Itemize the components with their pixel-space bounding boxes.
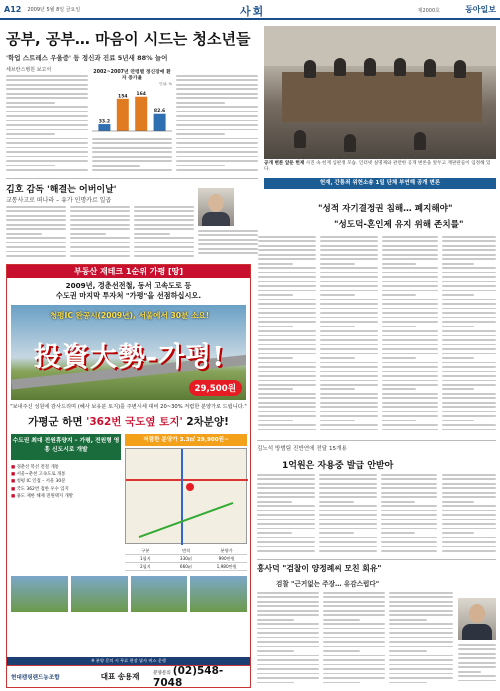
chart-bar (98, 124, 110, 131)
lead-body-col1 (6, 75, 88, 175)
ad-feature: ■ 국도 362번 접한 우수 입지 (11, 486, 69, 492)
column-headline: 김호 감독 '해결는 어버이날' (6, 185, 117, 195)
bottom-body-col4 (458, 644, 496, 688)
ad-orange-box: 저렴한 분양가 3.3㎡ 29,900원~ (125, 434, 247, 446)
ad-slogan-highlight: '362번 국도옆 토지' (86, 416, 183, 428)
edition-number: 제2000호 (417, 8, 440, 14)
bottom-subhead: 검찰 "근거없는 주장… 유감스럽다" (276, 580, 380, 588)
ad-company: 현대캠핑랜드농조합 (11, 674, 60, 681)
chart-bar (135, 97, 147, 131)
chart-data-label: 33.2 (98, 119, 111, 125)
mid-headline: 1억원은 자용중 발급 안받아 (282, 461, 394, 471)
real-estate-ad (6, 264, 251, 688)
ad-phone: 분양문의 (02)548-7048 (153, 664, 224, 688)
mid-body-col4 (442, 474, 496, 558)
mid-body-col2 (319, 474, 377, 558)
table-row: 구분 면적 분양가 (125, 547, 247, 555)
right-body-col4 (442, 236, 496, 436)
right-body-col3 (382, 236, 438, 436)
right-body-col2 (320, 236, 378, 436)
mid-body-col3 (381, 474, 437, 558)
ad-footer (7, 665, 250, 687)
bar-chart (92, 70, 172, 135)
divider (6, 178, 258, 179)
ad-ceo: 대표 송용재 (100, 672, 140, 681)
right-body-col1 (258, 236, 316, 436)
chart-plot (92, 87, 172, 135)
bottom-body-col1 (257, 592, 319, 688)
page-number: A12 (4, 4, 22, 14)
photo-caption-body: 사진 속 헌재 심판정 모습. 인터넷 실명제와 관련한 공개 변론을 앞두고 재판관들이 입정해 있다. (264, 161, 491, 172)
chart-data-label: 164 (136, 92, 146, 98)
photo-caption-title: 공개 변론 앞둔 헌재 (264, 161, 305, 166)
mid-body-col1 (257, 474, 315, 558)
ad-location-map (125, 448, 247, 544)
ad-line-1: 2009년, 경춘선전철, 동서 고속도로 등 (65, 281, 192, 290)
column-body-col2 (70, 206, 130, 260)
ad-top-banner: 부동산 재테크 1순위 가평 [땅] (7, 265, 250, 278)
ad-info-grid (11, 434, 246, 614)
photo-caption (264, 161, 496, 173)
ad-slogan-prefix: 가평군 하면 (28, 416, 87, 428)
chart-bar (154, 114, 166, 131)
ad-feature-list (11, 464, 121, 500)
bottom-body-col2 (323, 592, 385, 688)
ad-feature: ■ 경춘선 복선 전철 개통 (11, 465, 59, 470)
ad-feature: ■ 서울~춘천 고속도로 개통 (11, 472, 66, 478)
section-title: 사회 (240, 5, 266, 18)
chart-unit: 단위: % (159, 82, 172, 86)
bottom-headline: 홍사덕 "검찰이 양정례씨 모친 회유" (257, 564, 382, 573)
ad-feature: ■ 용도 제한 해제 전원택지 개발 (11, 493, 74, 499)
right-headline-1: "성적 자기결정권 침해… 폐지해야" (318, 204, 453, 214)
column-body-col4 (198, 230, 258, 260)
ad-price-badge: 29,500원 (189, 380, 242, 396)
ad-hero-line-1: 청평IC 완공시(2009년), 서울에서 30분 소요! (49, 311, 210, 320)
divider (257, 559, 496, 560)
lead-byline: 세브란스병원 보고서 (6, 67, 52, 73)
masthead (0, 0, 500, 20)
ad-thumbnail-photos (11, 576, 247, 612)
lead-headline: 공부, 공부… 마음이 시드는 청소년들 (6, 30, 251, 48)
ad-strip: ※ 분양 문의 시 무료 현장 답사 버스 운행 (7, 657, 250, 665)
ad-hero-image (11, 305, 246, 400)
ad-hero-big-text: 投資大勢-가평! (33, 342, 226, 373)
newspaper-logo: 동아일보 (465, 4, 496, 14)
photo-banner: 헌재, 간통죄 위헌소송 1일 단체 부연해 공개 변론 (264, 178, 496, 189)
ad-note: "보내주신 성원에 감사드리며 (혜사 보유분 토지)를 주변시세 대비 20~30% 저렴한 분양가로 드립니다." (10, 404, 247, 410)
person-photo (458, 598, 496, 640)
court-photo (264, 26, 496, 159)
lead-subhead: '학업 스트레스 우울증' 등 정신과 진료 5년새 88% 늘어 (6, 54, 168, 62)
ad-slogan (7, 414, 250, 429)
mid-kicker: 김노석 방범팀 진반연에 전달 15개용 (257, 446, 347, 452)
issue-date: 2009년 5월 8일 금요일 (27, 6, 81, 13)
bottom-body-col3 (389, 592, 453, 688)
columnist-photo (198, 188, 234, 226)
chart-bar (117, 99, 129, 131)
ad-line-2: 수도권 마지막 투자처 "가평"을 선점하십시오. (55, 291, 202, 300)
ad-slogan-suffix: 2차분양! (182, 416, 229, 428)
lead-body-col2b (92, 138, 172, 175)
chart-data-label: 154 (118, 94, 128, 100)
lead-body-col3 (176, 75, 258, 175)
column-body-col1 (6, 206, 66, 260)
right-headline-2: "성도덕-혼인제 유지 위해 존치를" (334, 220, 464, 230)
ad-price-table (125, 547, 247, 571)
table-row: 2필지 660㎡ 1,980만원 (125, 563, 247, 571)
ad-green-box: 수도권 최대 전원휴양지 – 가평, 전원형 영흥 신도시로 개발 (11, 434, 121, 460)
table-row: 1필지 330㎡ 990만원 (125, 555, 247, 563)
column-subhead: 교통사고로 떠나라 – 유가 인명카르 일곱 (6, 197, 112, 204)
location-pin-icon (186, 483, 194, 491)
chart-title: 2002~2007년 연령별 정신장애 환자 증가율 (93, 70, 171, 81)
column-body-col3 (134, 206, 194, 260)
chart-data-label: 82.6 (153, 109, 166, 115)
divider (257, 440, 496, 441)
ad-feature: ■ 청평 IC 인접 – 서울 30분 (11, 479, 66, 485)
